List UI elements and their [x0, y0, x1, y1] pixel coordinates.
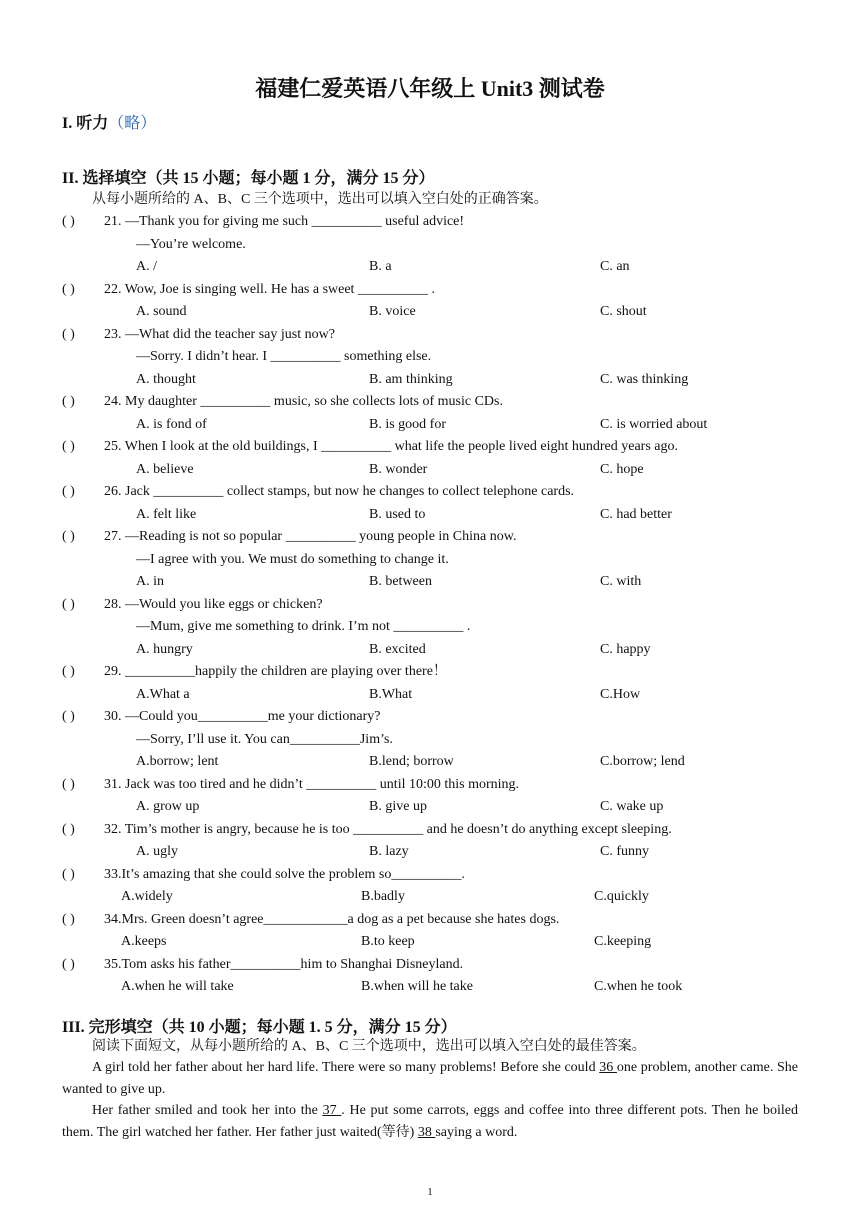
option-c: C. wake up — [600, 799, 664, 814]
cloze-paragraph-2 — [62, 1100, 798, 1144]
question-line: —I agree with you. We must do something to change it. — [136, 551, 449, 567]
option-c: C. was thinking — [600, 371, 689, 387]
answer-bracket[interactable]: ( ) — [62, 214, 75, 229]
question-stem: 25. When I look at the old buildings, I __________ what life the people lived eight hundred years ago. — [104, 439, 679, 454]
option-b: B. used to — [369, 506, 426, 522]
question-stem: 26. Jack __________ collect stamps, but now he changes to collect telephone cards. — [104, 484, 575, 499]
cloze-text: A girl told her father about her hard life. There were so many problems! Before she could — [92, 1060, 600, 1075]
answer-bracket[interactable]: ( ) — [62, 281, 75, 297]
option-a: A. hungry — [136, 641, 193, 657]
option-a: A. in — [136, 574, 164, 589]
option-b: B. between — [369, 574, 432, 589]
option-a: A.widely — [121, 889, 173, 904]
option-c: C.quickly — [594, 889, 649, 904]
option-b: B. excited — [369, 641, 426, 657]
option-c: C. had better — [600, 506, 672, 522]
option-c: C.borrow; lend — [600, 754, 685, 769]
question-line: —Mum, give me something to drink. I’m not __________ . — [136, 619, 471, 634]
question-stem: 30. —Could you__________me your dictionary? — [104, 709, 381, 724]
cloze-blank-36: 36 — [599, 1060, 617, 1075]
page-title: 福建仁爱英语八年级上 Unit3 测试卷 — [255, 76, 605, 101]
option-a: A. ugly — [136, 844, 178, 859]
option-b: B.lend; borrow — [369, 754, 454, 769]
question-stem: 24. My daughter __________ music, so she collects lots of music CDs. — [104, 394, 503, 409]
option-b: B. is good for — [369, 416, 446, 432]
option-a: A. believe — [136, 461, 194, 477]
question-stem: 27. —Reading is not so popular __________ young people in China now. — [104, 529, 517, 544]
option-b: B.badly — [361, 889, 405, 904]
question-stem: 31. Jack was too tired and he didn’t __________ until 10:00 this morning. — [104, 776, 520, 792]
option-c: C. shout — [600, 304, 647, 319]
cloze-instruction: 阅读下面短文，从每小题所给的 A、B、C 三个选项中，选出可以填入空白处的最佳答案。 — [92, 1039, 646, 1054]
question-stem: 33.It’s amazing that she could solve the problem so__________. — [104, 866, 465, 882]
answer-bracket[interactable]: ( ) — [62, 776, 75, 792]
option-b: B. am thinking — [369, 371, 453, 387]
option-b: B. voice — [369, 304, 416, 319]
question-line: —Sorry. I didn’t hear. I __________ something else. — [136, 349, 432, 364]
option-b: B.when will he take — [361, 979, 473, 994]
option-c: C.when he took — [594, 979, 683, 994]
question-stem: 35.Tom asks his father__________him to Shanghai Disneyland. — [104, 956, 464, 972]
cloze-text: saying a word. — [435, 1125, 518, 1140]
option-b: B. give up — [369, 799, 427, 814]
section-instruction: 从每小题所给的 A、B、C 三个选项中，选出可以填入空白处的正确答案。 — [92, 192, 548, 207]
option-a: A.keeps — [121, 934, 167, 949]
question-line: —Sorry, I’ll use it. You can__________Jim’s. — [136, 731, 393, 747]
option-c: C. is worried about — [600, 416, 708, 432]
question-stem: 22. Wow, Joe is singing well. He has a sweet __________ . — [104, 281, 435, 297]
section-label: I. 听力 — [62, 115, 109, 132]
option-a: A. is fond of — [136, 416, 207, 432]
answer-bracket[interactable]: ( ) — [62, 709, 75, 724]
cloze-text: . He put some carrots, eggs and coffee into three different pots. Then he boiled them. The girl watched her father. Her father just waited(等待) — [62, 1103, 799, 1140]
option-a: A.when he will take — [121, 979, 234, 994]
option-b: B.What — [369, 686, 413, 702]
option-c: C. with — [600, 574, 642, 589]
option-b: B. a — [369, 259, 392, 274]
option-c: C.keeping — [594, 934, 652, 949]
option-a: A.borrow; lent — [136, 754, 219, 769]
option-a: A. felt like — [136, 506, 197, 522]
answer-bracket[interactable]: ( ) — [62, 326, 75, 342]
section-note: （略） — [108, 115, 157, 132]
answer-bracket[interactable]: ( ) — [62, 484, 75, 499]
option-c: C. an — [600, 259, 630, 274]
section-cloze-heading: III. 完形填空（共 10 小题；每小题 1. 5 分，满分 15 分） — [62, 1019, 457, 1036]
option-b: B.to keep — [361, 934, 415, 949]
option-c: C. funny — [600, 844, 649, 859]
cloze-text: Her father smiled and took her into the — [92, 1103, 323, 1118]
question-stem: 29. __________happily the children are playing over there！ — [104, 664, 447, 679]
answer-bracket[interactable]: ( ) — [62, 911, 75, 927]
option-a: A. / — [136, 259, 157, 274]
answer-bracket[interactable]: ( ) — [62, 821, 75, 837]
cloze-blank-37: 37 — [322, 1103, 342, 1118]
question-line: —You’re welcome. — [136, 236, 246, 252]
question-stem: 21. —Thank you for giving me such __________ useful advice! — [104, 214, 465, 229]
question-stem: 23. —What did the teacher say just now? — [104, 326, 335, 342]
question-stem: 28. —Would you like eggs or chicken? — [104, 596, 323, 612]
section-listening — [62, 110, 156, 133]
answer-bracket[interactable]: ( ) — [62, 664, 75, 679]
question-stem: 32. Tim’s mother is angry, because he is too __________ and he doesn’t do anything except sleeping. — [104, 821, 672, 837]
answer-bracket[interactable]: ( ) — [62, 956, 75, 972]
answer-bracket[interactable]: ( ) — [62, 439, 75, 454]
answer-bracket[interactable]: ( ) — [62, 866, 75, 882]
option-a: A. thought — [136, 371, 196, 387]
option-a: A.What a — [136, 686, 190, 702]
cloze-text: one problem, another came. She wanted to give up. — [62, 1060, 798, 1097]
option-c: C. hope — [600, 461, 644, 477]
option-a: A. sound — [136, 304, 187, 319]
answer-bracket[interactable]: ( ) — [62, 529, 75, 544]
cloze-blank-38: 38 — [417, 1125, 436, 1140]
cloze-paragraph-1 — [62, 1057, 798, 1101]
option-a: A. grow up — [136, 799, 200, 814]
option-c: C. happy — [600, 641, 651, 657]
option-c: C.How — [600, 686, 641, 702]
question-stem: 34.Mrs. Green doesn’t agree____________a dog as a pet because she hates dogs. — [104, 911, 560, 927]
answer-bracket[interactable]: ( ) — [62, 596, 75, 612]
section-choice-heading: II. 选择填空（共 15 小题；每小题 1 分，满分 15 分） — [62, 170, 435, 187]
page-number: 1 — [427, 1186, 433, 1198]
answer-bracket[interactable]: ( ) — [62, 394, 75, 409]
option-b: B. wonder — [369, 461, 428, 477]
option-b: B. lazy — [369, 844, 409, 859]
